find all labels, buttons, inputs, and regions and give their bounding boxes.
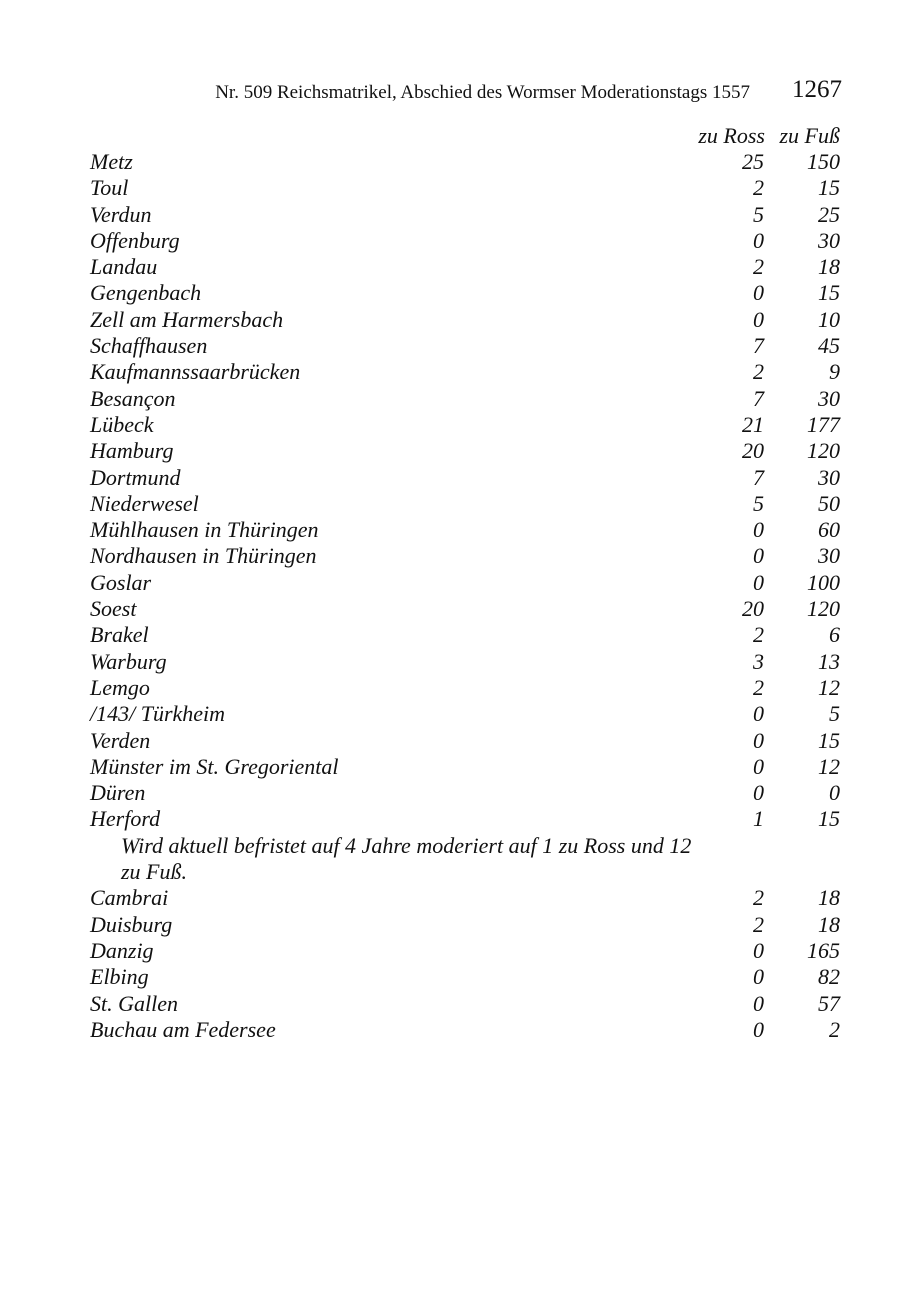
value-zu-ross: 0 xyxy=(753,727,764,753)
value-zu-ross: 2 xyxy=(753,674,764,700)
city-name: Schaffhausen xyxy=(90,333,208,359)
table-row xyxy=(90,333,842,359)
value-zu-ross: 20 xyxy=(742,596,764,622)
value-zu-fuss: 18 xyxy=(818,254,840,280)
value-zu-fuss: 6 xyxy=(829,622,840,648)
page-header xyxy=(90,76,842,110)
value-zu-fuss: 120 xyxy=(807,438,840,464)
value-zu-ross: 2 xyxy=(753,254,764,280)
city-name: Offenburg xyxy=(90,227,180,253)
matrikel-table xyxy=(90,122,842,1043)
value-zu-fuss: 45 xyxy=(818,333,840,359)
table-row xyxy=(90,806,842,832)
table-row xyxy=(90,938,842,964)
value-zu-ross: 0 xyxy=(753,780,764,806)
city-name: Metz xyxy=(90,149,133,174)
column-header-fuss: zu Fuß xyxy=(779,123,840,148)
table-row xyxy=(90,202,842,228)
value-zu-fuss: 100 xyxy=(807,569,840,595)
value-zu-fuss: 15 xyxy=(818,175,840,201)
table-row xyxy=(90,228,842,254)
city-name: Soest xyxy=(90,596,137,622)
value-zu-ross: 0 xyxy=(753,227,764,253)
value-zu-ross: 0 xyxy=(753,701,764,727)
value-zu-fuss: 50 xyxy=(818,490,840,516)
table-row xyxy=(90,754,842,780)
running-title: Nr. 509 Reichsmatrikel, Abschied des Wormser Moderationstags 1557 xyxy=(215,82,750,103)
city-name: Elbing xyxy=(90,964,149,990)
value-zu-ross: 5 xyxy=(753,490,764,516)
table-row xyxy=(90,991,842,1017)
value-zu-fuss: 18 xyxy=(818,885,840,911)
city-name: Cambrai xyxy=(90,885,169,911)
city-name: Münster im St. Gregoriental xyxy=(90,753,339,779)
value-zu-ross: 20 xyxy=(742,438,764,464)
city-name: Verdun xyxy=(90,201,152,227)
table-row xyxy=(90,622,842,648)
table-row xyxy=(90,149,842,175)
value-zu-ross: 3 xyxy=(753,648,764,674)
city-name: Hamburg xyxy=(90,438,174,464)
value-zu-fuss: 120 xyxy=(807,596,840,622)
value-zu-fuss: 15 xyxy=(818,280,840,306)
value-zu-ross: 7 xyxy=(753,385,764,411)
value-zu-fuss: 165 xyxy=(807,937,840,963)
value-zu-fuss: 12 xyxy=(818,674,840,700)
table-row xyxy=(90,517,842,543)
value-zu-fuss: 13 xyxy=(818,648,840,674)
city-name: Besançon xyxy=(90,385,176,411)
city-name: Danzig xyxy=(90,937,154,963)
table-row xyxy=(90,465,842,491)
value-zu-ross: 2 xyxy=(753,359,764,385)
value-zu-ross: 0 xyxy=(753,753,764,779)
city-name: Goslar xyxy=(90,569,152,595)
value-zu-fuss: 30 xyxy=(818,385,840,411)
city-name: Düren xyxy=(90,780,146,806)
city-name: /143/ Türkheim xyxy=(90,701,226,727)
city-name: Lemgo xyxy=(90,674,150,700)
value-zu-fuss: 15 xyxy=(818,806,840,832)
column-header-ross: zu Ross xyxy=(698,123,765,148)
table-row xyxy=(90,412,842,438)
value-zu-ross: 0 xyxy=(753,306,764,332)
city-name: St. Gallen xyxy=(90,990,178,1016)
table-row xyxy=(90,175,842,201)
city-name: Dortmund xyxy=(90,464,181,490)
value-zu-fuss: 150 xyxy=(807,149,840,174)
city-name: Duisburg xyxy=(90,911,173,937)
value-zu-ross: 2 xyxy=(753,911,764,937)
city-name: Landau xyxy=(90,254,158,280)
city-name: Verden xyxy=(90,727,151,753)
value-zu-ross: 0 xyxy=(753,517,764,543)
table-row xyxy=(90,885,842,911)
table-row xyxy=(90,386,842,412)
value-zu-ross: 1 xyxy=(753,806,764,832)
value-zu-fuss: 12 xyxy=(818,753,840,779)
table-row xyxy=(90,491,842,517)
city-name: Niederwesel xyxy=(90,490,199,516)
value-zu-ross: 0 xyxy=(753,964,764,990)
value-zu-fuss: 15 xyxy=(818,727,840,753)
value-zu-fuss: 82 xyxy=(818,964,840,990)
page-number: 1267 xyxy=(792,76,842,103)
value-zu-ross: 25 xyxy=(742,149,764,174)
value-zu-ross: 2 xyxy=(753,885,764,911)
city-name: Buchau am Federsee xyxy=(90,1016,276,1042)
city-name: Gengenbach xyxy=(90,280,202,306)
value-zu-ross: 7 xyxy=(753,464,764,490)
city-name: Lübeck xyxy=(90,411,154,437)
city-name: Mühlhausen in Thüringen xyxy=(90,517,319,543)
value-zu-ross: 0 xyxy=(753,543,764,569)
value-zu-fuss: 0 xyxy=(829,780,840,806)
table-body xyxy=(90,149,842,833)
value-zu-fuss: 60 xyxy=(818,517,840,543)
value-zu-ross: 2 xyxy=(753,622,764,648)
value-zu-fuss: 10 xyxy=(818,306,840,332)
value-zu-fuss: 18 xyxy=(818,911,840,937)
value-zu-fuss: 30 xyxy=(818,227,840,253)
table-row xyxy=(90,701,842,727)
value-zu-ross: 5 xyxy=(753,201,764,227)
table-row xyxy=(90,964,842,990)
city-name: Herford xyxy=(90,806,161,832)
table-row xyxy=(90,649,842,675)
table-row xyxy=(90,728,842,754)
city-name: Toul xyxy=(90,175,129,201)
city-name: Brakel xyxy=(90,622,149,648)
value-zu-ross: 21 xyxy=(742,411,764,437)
value-zu-fuss: 5 xyxy=(829,701,840,727)
value-zu-fuss: 30 xyxy=(818,543,840,569)
table-row xyxy=(90,596,842,622)
table-row xyxy=(90,1017,842,1043)
table-row xyxy=(90,359,842,385)
value-zu-ross: 2 xyxy=(753,175,764,201)
herford-note: Wird aktuell befristet auf 4 Jahre moderiert auf 1 zu Ross und 12 zu Fuß. xyxy=(121,832,692,885)
table-row xyxy=(90,280,842,306)
table-row xyxy=(90,307,842,333)
city-name: Zell am Harmersbach xyxy=(90,306,284,332)
value-zu-fuss: 2 xyxy=(829,1016,840,1042)
city-name: Warburg xyxy=(90,648,167,674)
value-zu-ross: 0 xyxy=(753,569,764,595)
table-row xyxy=(90,438,842,464)
value-zu-ross: 7 xyxy=(753,333,764,359)
value-zu-ross: 0 xyxy=(753,280,764,306)
value-zu-fuss: 9 xyxy=(829,359,840,385)
value-zu-ross: 0 xyxy=(753,1016,764,1042)
table-row xyxy=(90,543,842,569)
city-name: Kaufmannssaarbrücken xyxy=(90,359,301,385)
value-zu-fuss: 177 xyxy=(807,411,840,437)
table-row xyxy=(90,912,842,938)
table-row xyxy=(90,675,842,701)
table-body-continued xyxy=(90,885,842,1043)
value-zu-fuss: 25 xyxy=(818,201,840,227)
table-row xyxy=(90,780,842,806)
city-name: Nordhausen in Thüringen xyxy=(90,543,317,569)
table-row xyxy=(90,254,842,280)
value-zu-fuss: 30 xyxy=(818,464,840,490)
table-row xyxy=(90,570,842,596)
value-zu-ross: 0 xyxy=(753,937,764,963)
column-header-row xyxy=(90,122,842,149)
value-zu-fuss: 57 xyxy=(818,990,840,1016)
value-zu-ross: 0 xyxy=(753,990,764,1016)
